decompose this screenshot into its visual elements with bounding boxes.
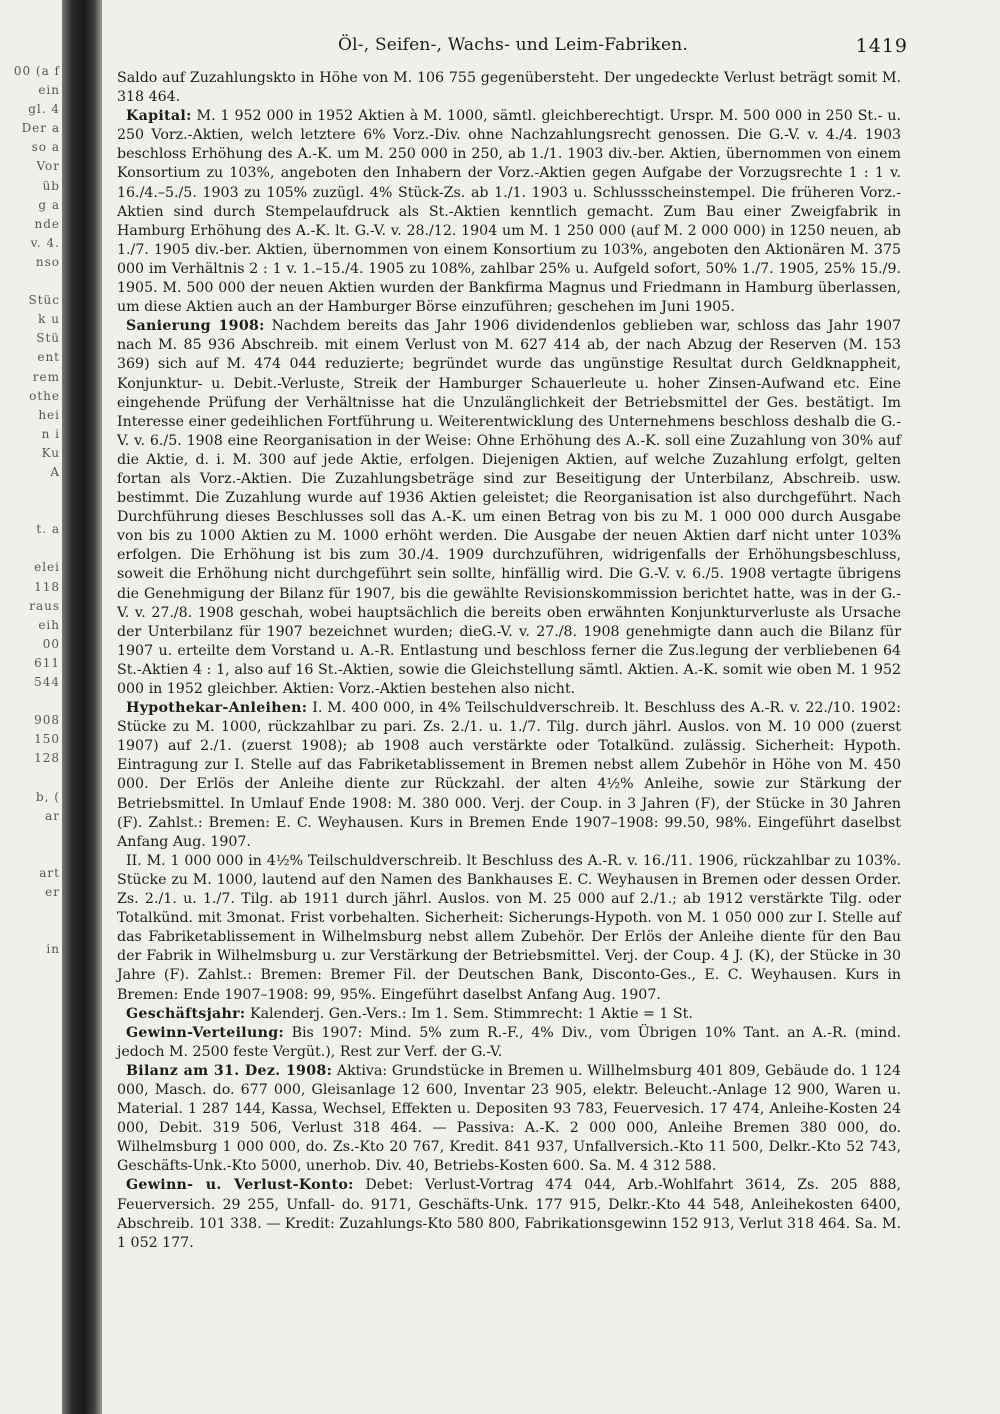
left-margin-fragment: so a bbox=[31, 140, 60, 155]
paragraph-label: Gewinn- u. Verlust-Konto: bbox=[126, 1177, 354, 1194]
paragraph-text: Kalenderj. Gen.-Vers.: Im 1. Sem. Stimmrecht: 1 Aktie = 1 St. bbox=[250, 1005, 693, 1022]
paragraph-label: Bilanz am 31. Dez. 1908: bbox=[126, 1062, 333, 1079]
left-margin-fragment: Stüc bbox=[28, 293, 60, 308]
left-margin-fragment: hei bbox=[38, 407, 60, 422]
paragraph-text: Nachdem bereits das Jahr 1906 dividendenlos geblieben war, schloss das Jahr 1907 nach M. 85 936 Abschreib. mit einem Verlust von M. 627 414 ab, der nach Abzug der Reserven (M. 153 369) sich auf M. 474 044 reduzierte; begründet wurde das ungünstige Resultat durch Geldknappheit, Konjunktur- u. Debit.-Verluste, Streik der Hamburger Schauerleute u. hoher Zinsen-Aufwand etc. Eine eingehende Prüfung der Verhältnisse hat die Unzulänglichkeit der Betriebsmittel der Ges. bestätigt. Im Interesse einer gedeihlichen Fortführung u. Weiterentwicklung des Unternehmens beschloss deshalb die G.-V. v. 6./5. 1908 eine Reorganisation in der Weise: Ohne Erhöhung des A.-K. soll eine Zuzahlung von 30% auf die Aktie, d. i. M. 300 auf jede Aktie, erfolgen. Diejenigen Aktien, auf welche Zuzahlung erfolgt, gelten fortan als Vorz.-Aktien. Die Zuzahlungsbeträge sind zur Beseitigung der Unterbilanz, Abschreib. usw. bestimmt. Die Zuzahlung wurde auf 1936 Aktien geleistet; die Reorganisation ist also durchgeführt. Nach Durchführung dieses Beschlusses soll das A.-K. um einen Betrag von bis zu M. 1 000 000 durch Ausgabe von bis zu 1000 Aktien zu M. 1000 erhöht werden. Die Ausgabe der neuen Aktien darf nicht unter 103% erfolgen. Die Erhöhung ist bis zum 30./4. 1909 durchzuführen, widrigenfalls der Erhöhungsbeschluss, soweit die Erhöhung nicht durchgeführt sein sollte, hinfällig wird. Die G.-V. v. 6./5. 1908 vertagte übrigens die Genehmigung der Bilanz für 1907, bis die gewählte Revisionskommission berichtet hatte, was in der G.-V. v. 27./8. 1908 geschah, wobei hauptsächlich die bereits oben erwähnten Konjunkturverluste als Ursache der Unterbilanz für 1907 bezeichnet wurden; dieG.-V. v. 27./8. 1908 genehmigte dann auch die Bilanz für 1907 u. erteilte dem Vorstand u. A.-R. Entlastung und beschloss ferner die Zus.legung der verbliebenen 64 St.-Aktien 4 : 1, also auf 16 St.-Aktien, sowie die Gleichstellung sämtl. Aktien. A.-K. somit wie oben M. 1 952 000 in 1952 gleichber. Aktien: Vorz.-Aktien bestehen also nicht. bbox=[117, 318, 902, 697]
page-number: 1419 bbox=[855, 35, 908, 57]
left-margin-fragment: nde bbox=[34, 216, 60, 231]
left-margin-fragment: üb bbox=[42, 178, 60, 193]
paragraph-gewinn-verlust-konto bbox=[117, 1176, 901, 1252]
paragraph-label: Kapital: bbox=[126, 108, 192, 125]
paragraph-sanierung bbox=[117, 317, 901, 699]
left-margin-fragment: Stü bbox=[36, 331, 60, 346]
left-margin-fragment: Ku bbox=[41, 445, 60, 460]
paragraph-text: Saldo auf Zuzahlungskto in Höhe von M. 106 755 gegenübersteht. Der ungedeckte Verlust beträgt somit M. 318 464. bbox=[117, 70, 901, 106]
left-margin-fragment: 00 (a f bbox=[13, 64, 60, 78]
left-margin-fragment: in bbox=[46, 942, 60, 957]
page-body bbox=[117, 69, 901, 1253]
left-margin-fragment: t. a bbox=[36, 522, 60, 537]
paragraph-label: Hypothekar-Anleihen: bbox=[126, 700, 308, 717]
paragraph-label: Gewinn-Verteilung: bbox=[126, 1024, 284, 1041]
left-margin-fragment: 908 bbox=[34, 713, 60, 728]
binding-gutter bbox=[62, 0, 102, 1414]
paragraph-anleihe-ii bbox=[117, 852, 901, 1005]
left-margin-fragment: othe bbox=[29, 388, 60, 403]
left-margin-fragment: ar bbox=[45, 808, 60, 823]
paragraph-text: Bis 1907: Mind. 5% zum R.-F., 4% Div., vom Übrigen 10% Tant. an A.-R. (mind. jedoch M. 2500 feste Vergüt.), Rest zur Verf. der G.-V. bbox=[117, 1024, 901, 1060]
left-margin-fragment: Vor bbox=[36, 159, 60, 174]
left-margin-fragment: eih bbox=[38, 617, 60, 632]
left-margin-fragment: ein bbox=[38, 83, 60, 98]
left-margin-fragment: A bbox=[50, 464, 60, 479]
left-margin-fragment: 00 bbox=[42, 636, 60, 651]
left-margin-fragment bbox=[0, 539, 62, 558]
left-margin-fragment: 611 bbox=[34, 655, 60, 670]
left-margin-fragment: 150 bbox=[34, 732, 60, 747]
left-margin-fragment bbox=[0, 845, 62, 864]
left-margin-fragment: v. 4. bbox=[30, 235, 60, 250]
left-margin-fragment: nso bbox=[35, 254, 60, 269]
left-margin-fragment: er bbox=[45, 885, 60, 900]
paragraph-label: Geschäftsjahr: bbox=[126, 1005, 246, 1022]
left-margin-fragment: g a bbox=[38, 197, 60, 212]
left-margin-fragment: art bbox=[39, 865, 60, 880]
paragraph-text: Aktiva: Grundstücke in Bremen u. Willhelmsburg 401 809, Gebäude do. 1 124 000, Masch. do. 677 000, Gleisanlage 12 600, Inventar 23 905, elektr. Beleucht.-Anlage 12 900, Waren u. Material. 1 287 144, Kassa, Wechsel, Effekten u. Depositen 93 783, Feuervesich. 17 474, Anleihe-Kosten 24 000, Debit. 319 506, Verlust 318 464. — Passiva: A.-K. 2 000 000, Anleihe Bremen 380 000, do. Wilhelmsburg 1 000 000, do. Zs.-Kto 20 767, Kredit. 841 937, Unfallversich.-Kto 11 500, Delkr.-Kto 52 743, Geschäfts-Unk.-Kto 5000, unerhob. Div. 40, Betriebs-Kosten 600. Sa. M. 4 312 588. bbox=[117, 1062, 902, 1175]
paragraph-text: Debet: Verlust-Vortrag 474 044, Arb.-Wohlfahrt 3614, Zs. 205 888, Feuerversich. 29 255, Unfall- do. 9171, Geschäfts-Unk. 177 915, Delkr.-Kto 44 548, Anleihekosten 6400, Abschreib. 101 338. — Kredit: Zuzahlungs-Kto 580 800, Fabrikationsgewinn 152 913, Verlut 318 464. Sa. M. 1 052 177. bbox=[117, 1177, 902, 1251]
left-margin-fragment: k u bbox=[38, 312, 60, 327]
left-margin-fragment bbox=[0, 902, 62, 921]
left-margin-fragment: ent bbox=[37, 350, 60, 365]
paragraph-text: M. 1 952 000 in 1952 Aktien à M. 1000, sämtl. gleichberechtigt. Urspr. M. 500 000 in 250 St.- u. 250 Vorz.-Aktien, welch letztere 6% Vorz.-Div. ohne Nachzahlungsrecht genossen. Die G.-V. v. 4./4. 1903 beschloss Erhöhung des A.-K. um M. 250 000 in 250, ab 1./1. 1903 div.-ber. Aktien, übernommen von einem Konsortium zu 103%, angeboten den Inhabern der Vorz.-Aktien gegen Aufgabe der Vorzugsrechte 1 : 1 v. 16./4.–5./5. 1903 zu 105% zuzügl. 4% Stück-Zs. ab 1./1. 1903 u. Schlussscheinstempel. Die früheren Vorz.-Aktien sind durch Stempelaufdruck als St.-Aktien kenntlich gemacht. Zum Bau einer Zweigfabrik in Hamburg Erhöhung des A.-K. lt. G.-V. v. 28./12. 1904 um M. 1 250 000 (auf M. 2 000 000) in 1250 neuen, ab 1./7. 1905 div.-ber. Aktien, übernommen von einem Konsortium zu 103%, angeboten den Aktionären M. 375 000 im Verhältnis 2 : 1 v. 1.–15./4. 1905 zu 108%, zahlbar 25% u. Aufgeld sofort, 50% 1./7. 1905, 25% 15./9. 1905. M. 500 000 der neuen Aktien wurden der Bankfirma Magnus und Friedmann in Hamburg überlassen, um diese Aktien auch an der Hamburger Börse einzuführen; geschehen im Juni 1905. bbox=[117, 108, 901, 316]
paragraph-geschaeftsjahr bbox=[117, 1005, 901, 1024]
left-margin-fragment bbox=[0, 272, 62, 291]
left-margin-fragment: 544 bbox=[34, 675, 60, 689]
left-margin-fragment bbox=[0, 768, 62, 787]
paragraph-label: Sanierung 1908: bbox=[126, 318, 265, 335]
left-margin-fragment: 128 bbox=[34, 751, 60, 766]
paragraph-hypothekar-anleihen bbox=[117, 699, 901, 852]
paragraph-saldo bbox=[117, 69, 901, 107]
left-page-margin bbox=[0, 62, 62, 1312]
left-margin-fragment: rem bbox=[32, 369, 60, 384]
left-margin-fragment bbox=[0, 692, 62, 711]
paragraph-gewinn-verteilung bbox=[117, 1024, 901, 1062]
left-margin-fragment: elei bbox=[34, 560, 60, 575]
paragraph-text: II. M. 1 000 000 in 4½% Teilschuldverschreib. lt Beschluss des A.-R. v. 16./11. 1906, rückzahlbar zu 103%. Stücke zu M. 1000, lautend auf den Namen des Bankhauses E. C. Weyhausen in Bremen oder dessen Order. Zs. 2./1. u. 1./7. Tilg. ab 1911 durch jährl. Auslos. von M. 25 000 auf 2./1.; ab 1912 verstärkte Tilg. oder Totalkünd. mit 3monat. Frist vorbehalten. Sicherheit: Sicherungs-Hypoth. von M. 1 050 000 zur I. Stelle auf das Fabriketablissement in Wilhelmsburg nebst allem Zubehör. Der Erlös der Anleihe diente für den Bau der Fabrik in Wilhelmsburg u. zur Verstärkung der Betriebsmittel. Verj. der Coup. 4 J. (K), der Stücke in 30 Jahre (F). Zahlst.: Bremen: Bremer Fil. der Deutschen Bank, Disconto-Ges., E. C. Weyhausen. Kurs in Bremen: Ende 1907–1908: 99, 95%. Eingeführt daselbst Anfang Aug. 1907. bbox=[117, 852, 901, 1003]
page-title: Öl-, Seifen-, Wachs- und Leim-Fabriken. bbox=[338, 35, 688, 55]
left-margin-fragment: gl. 4 bbox=[28, 102, 60, 117]
left-margin-fragment bbox=[0, 826, 62, 845]
left-margin-fragment: b, ( bbox=[36, 789, 60, 804]
left-margin-fragment: raus bbox=[29, 598, 60, 613]
left-margin-fragment: n i bbox=[41, 426, 60, 441]
left-margin-fragment bbox=[0, 501, 62, 520]
page-header bbox=[118, 35, 908, 59]
left-margin-fragment bbox=[0, 482, 62, 501]
left-margin-fragment: 118 bbox=[34, 579, 60, 594]
paragraph-bilanz bbox=[117, 1062, 901, 1177]
paragraph-text: I. M. 400 000, in 4% Teilschuldverschreib. lt. Beschluss des A.-R. v. 22./10. 1902: Stücke zu M. 1000, rückzahlbar zu pari. Zs. 2./1. u. 1./7. Tilg. durch jährl. Auslos. von M. 10 000 (zuerst 1907) auf 2./1. (zuerst 1908); ab 1908 auch verstärkte oder Totalkünd. zulässig. Sicherheit: Hypoth. Eintragung zur I. Stelle auf das Fabriketablissement in Bremen nebst allem Zubehör in Höhe von M. 450 000. Der Erlös der Anleihe diente zur Rückzahl. der alten 4½% Anleihe, sowie zur Stärkung der Betriebsmittel. In Umlauf Ende 1908: M. 380 000. Verj. der Coup. in 3 Jahren (F), der Stücke in 30 Jahren (F). Zahlst.: Bremen: E. C. Weyhausen. Kurs in Bremen Ende 1907–1908: 99.50, 98%. Eingeführt daselbst Anfang Aug. 1907. bbox=[117, 700, 902, 850]
paragraph-kapital bbox=[117, 107, 901, 317]
left-margin-fragment bbox=[0, 921, 62, 940]
left-margin-fragment: Der a bbox=[21, 121, 60, 136]
